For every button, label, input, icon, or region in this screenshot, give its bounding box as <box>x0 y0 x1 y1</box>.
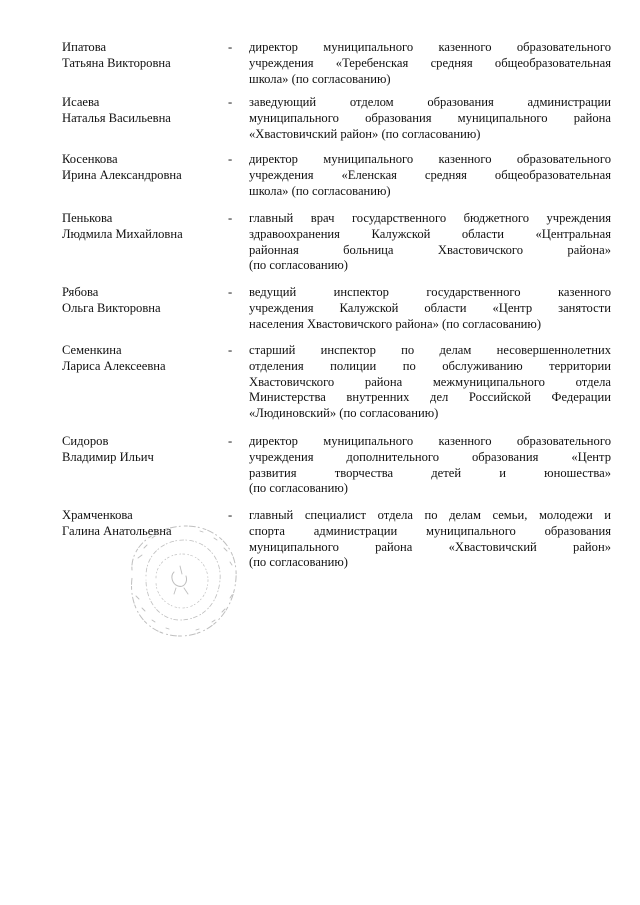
member-name <box>62 343 232 375</box>
member-position <box>249 343 611 422</box>
position-line: директор муниципального казенного образовательного <box>249 152 611 166</box>
member-position <box>249 152 611 199</box>
separator-dash: - <box>228 40 233 54</box>
position-line: «Людиновский» (по согласованию) <box>249 406 439 421</box>
member-given-names: Ольга Викторовна <box>62 300 161 315</box>
position-line: населения Хвастовичского района» (по согласованию) <box>249 316 542 331</box>
position-line: развития творчества детей и юношества» <box>249 465 611 480</box>
member-position <box>249 95 611 142</box>
position-line: заведующий отделом образования администрации <box>249 95 611 109</box>
member-position <box>249 40 611 87</box>
position-line: учреждения дополнительного образования «Центр <box>249 449 611 464</box>
member-given-names: Наталья Васильевна <box>62 110 171 125</box>
member-surname: Сидоров <box>62 434 109 448</box>
member-given-names: Владимир Ильич <box>62 449 154 464</box>
position-line: директор муниципального казенного образовательного <box>249 434 611 448</box>
member-name <box>62 434 232 466</box>
position-line: районная больница Хвастовичского района» <box>249 242 611 257</box>
separator-dash: - <box>228 211 233 225</box>
position-line: учреждения «Еленская средняя общеобразовательная <box>249 167 611 182</box>
member-position <box>249 434 611 497</box>
member-name <box>62 95 232 127</box>
position-line: школа» (по согласованию) <box>249 183 391 198</box>
position-line: «Хвастовичский район» (по согласованию) <box>249 126 481 141</box>
position-line: (по согласованию) <box>249 555 349 570</box>
position-line: (по согласованию) <box>249 481 349 496</box>
member-surname: Исаева <box>62 95 100 109</box>
member-surname: Косенкова <box>62 152 118 166</box>
member-name <box>62 40 232 72</box>
position-line: здравоохранения Калужской области «Центральная <box>249 226 611 241</box>
member-surname: Рябова <box>62 285 99 299</box>
member-position <box>249 211 611 274</box>
position-line: школа» (по согласованию) <box>249 71 391 86</box>
member-surname: Семенкина <box>62 343 122 357</box>
position-line: отделения полиции по обслуживанию территории <box>249 358 611 373</box>
member-position <box>249 508 611 571</box>
member-name <box>62 285 232 317</box>
member-given-names: Людмила Михайловна <box>62 226 183 241</box>
position-line: спорта администрации муниципального образования <box>249 523 611 538</box>
position-line: учреждения Калужской области «Центр занятости <box>249 300 611 315</box>
member-given-names: Лариса Алексеевна <box>62 358 166 373</box>
position-line: главный врач государственного бюджетного учреждения <box>249 211 611 225</box>
member-given-names: Ирина Александровна <box>62 167 182 182</box>
position-line: Министерства внутренних дел Российской Федерации <box>249 390 611 405</box>
position-line: муниципального района «Хвастовичский район» <box>249 539 611 554</box>
position-line: директор муниципального казенного образовательного <box>249 40 611 54</box>
position-line: главный специалист отдела по делам семьи, молодежи и <box>249 508 611 522</box>
position-line: старший инспектор по делам несовершеннолетних <box>249 343 611 357</box>
separator-dash: - <box>228 285 233 299</box>
member-given-names: Татьяна Викторовна <box>62 55 171 70</box>
member-given-names: Галина Анатольевна <box>62 523 172 538</box>
separator-dash: - <box>228 95 233 109</box>
position-line: муниципального образования муниципального района <box>249 110 611 125</box>
position-line: (по согласованию) <box>249 258 349 273</box>
official-seal-icon <box>116 518 248 644</box>
member-surname: Пенькова <box>62 211 113 225</box>
member-name <box>62 211 232 243</box>
position-line: Хвастовичского района межмуниципального отдела <box>249 374 611 389</box>
member-surname: Храмченкова <box>62 508 133 522</box>
separator-dash: - <box>228 434 233 448</box>
member-surname: Ипатова <box>62 40 107 54</box>
separator-dash: - <box>228 152 233 166</box>
separator-dash: - <box>228 343 233 357</box>
position-line: ведущий инспектор государственного казенного <box>249 285 611 299</box>
separator-dash: - <box>228 508 233 522</box>
member-name <box>62 152 232 184</box>
position-line: учреждения «Теребенская средняя общеобразовательная <box>249 55 611 70</box>
member-position <box>249 285 611 332</box>
